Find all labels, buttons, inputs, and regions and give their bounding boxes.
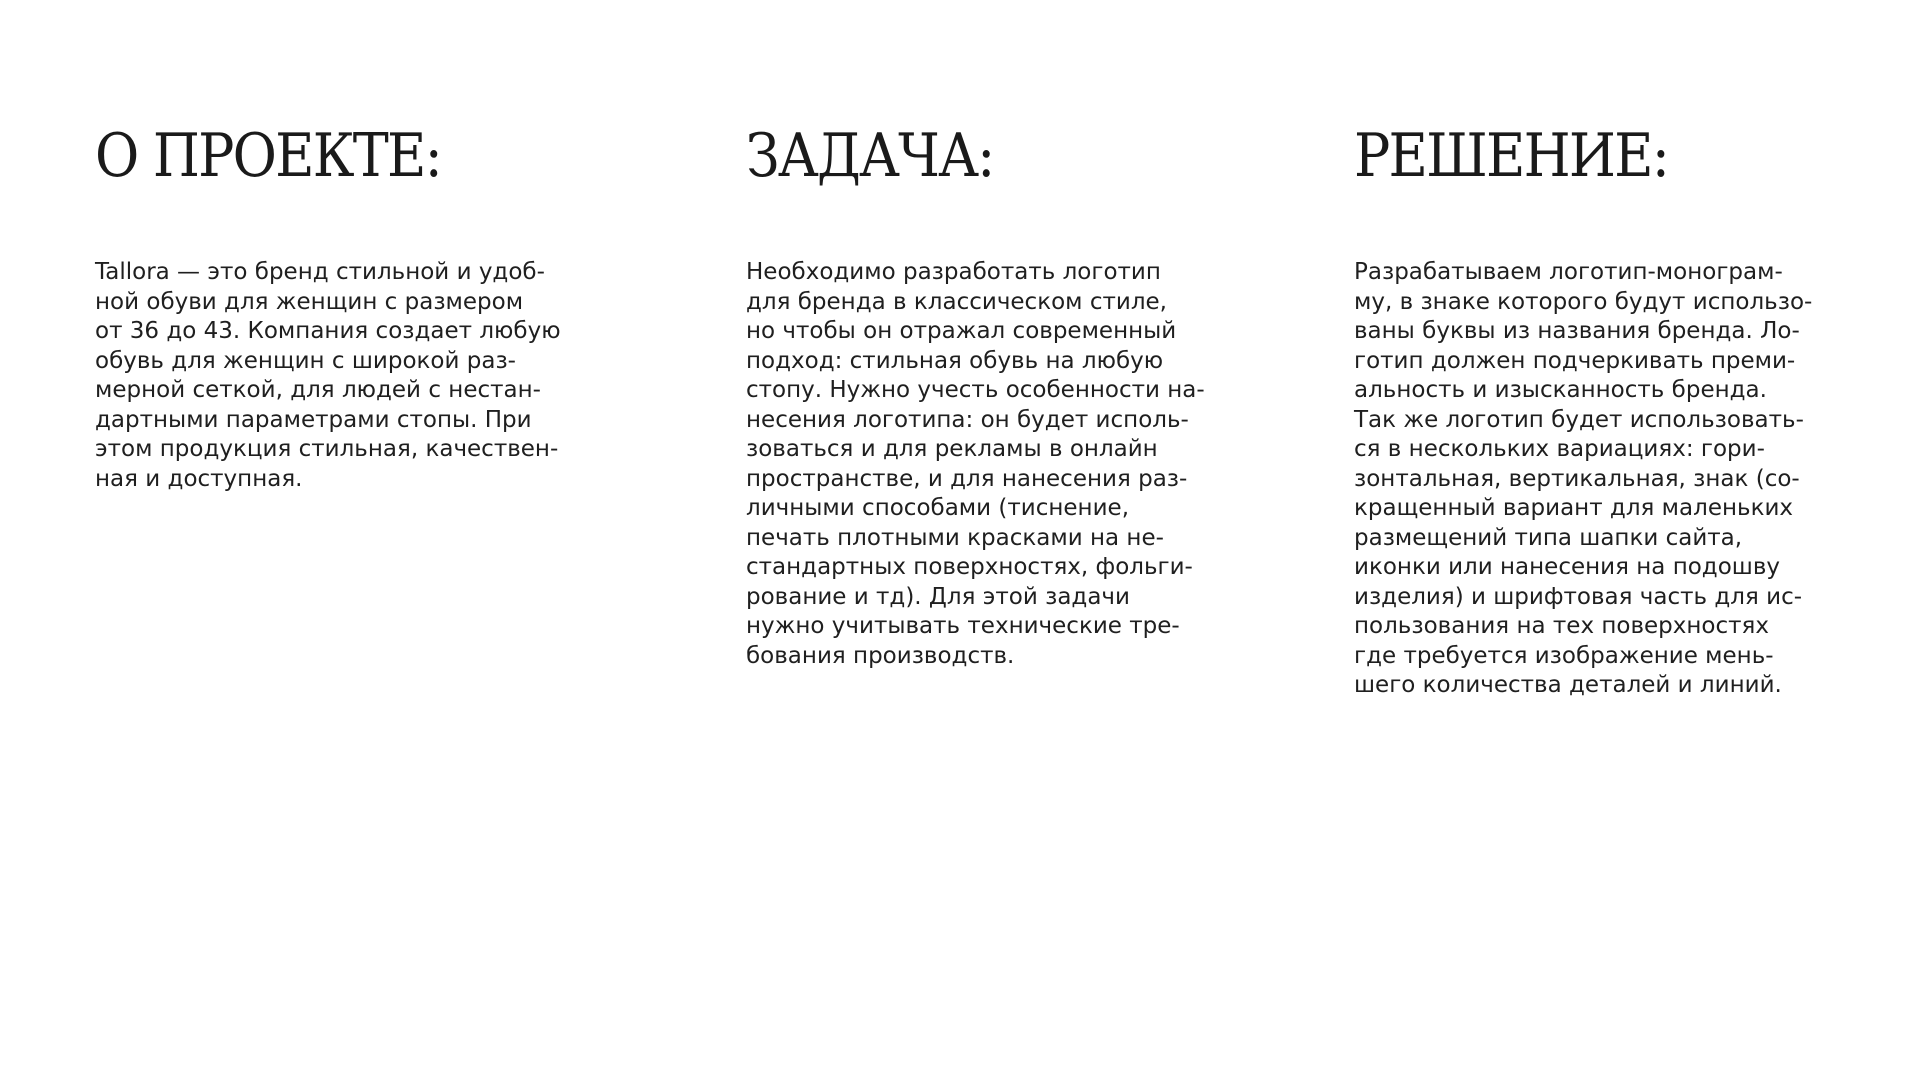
task-line: для бренда в классическом стиле, <box>746 288 1167 315</box>
task-section <box>746 114 1286 671</box>
solution-line: шего количества деталей и линий. <box>1354 672 1782 698</box>
about-line: ная и доступная. <box>95 465 303 492</box>
solution-line: кращенный вариант для маленьких <box>1354 495 1794 521</box>
task-line: зоваться и для рекламы в онлайн <box>746 436 1158 462</box>
task-line: рование и тд). Для этой задачи <box>746 583 1130 610</box>
about-heading: О ПРОЕКТЕ: <box>95 121 441 191</box>
about-line: мерной сеткой, для людей с нестан- <box>95 377 541 403</box>
solution-line: зонтальная, вертикальная, знак (со- <box>1354 465 1800 492</box>
solution-line: ваны буквы из названия бренда. Ло- <box>1354 318 1800 344</box>
about-section <box>95 114 615 494</box>
task-text <box>746 258 1286 671</box>
solution-line: изделия) и шрифтовая часть для ис- <box>1354 583 1803 610</box>
about-line: обувь для женщин с широкой раз- <box>95 347 516 374</box>
solution-line: готип должен подчеркивать преми- <box>1354 347 1796 374</box>
about-line: ной обуви для женщин с размером <box>95 288 524 315</box>
about-line: этом продукция стильная, качествен- <box>95 436 559 462</box>
task-line: стандартных поверхностях, фольги- <box>746 554 1193 580</box>
task-line: печать плотными красками на не- <box>746 524 1164 551</box>
about-line: от 36 до 43. Компания создает любую <box>95 318 561 344</box>
solution-line: пользования на тех поверхностях <box>1354 613 1769 639</box>
solution-line: где требуется изображение мень- <box>1354 642 1774 669</box>
task-line: подход: стильная обувь на любую <box>746 347 1164 374</box>
about-text <box>95 258 615 494</box>
solution-line: размещений типа шапки сайта, <box>1354 524 1743 551</box>
task-line: несения логотипа: он будет исполь- <box>746 406 1189 433</box>
solution-line: иконки или нанесения на подошву <box>1354 554 1780 580</box>
about-line: Tallora — это бренд стильной и удоб- <box>95 259 545 285</box>
task-line: Необходимо разработать логотип <box>746 259 1161 285</box>
task-line: личными способами (тиснение, <box>746 495 1130 521</box>
solution-line: Так же логотип будет использовать- <box>1354 406 1804 433</box>
solution-line: ся в нескольких вариациях: гори- <box>1354 436 1765 462</box>
task-line: пространстве, и для нанесения раз- <box>746 465 1188 492</box>
task-line: бования производств. <box>746 642 1015 669</box>
task-line: стопу. Нужно учесть особенности на- <box>746 377 1205 403</box>
solution-line: му, в знаке которого будут использо- <box>1354 288 1813 315</box>
solution-text <box>1354 258 1874 701</box>
solution-line: Разрабатываем логотип-монограм- <box>1354 259 1783 285</box>
solution-heading: РЕШЕНИЕ: <box>1354 121 1669 191</box>
solution-line: альность и изысканность бренда. <box>1354 377 1767 403</box>
task-line: но чтобы он отражал современный <box>746 318 1177 344</box>
solution-section <box>1354 114 1874 701</box>
task-heading: ЗАДАЧА: <box>746 121 994 191</box>
task-line: нужно учитывать технические тре- <box>746 613 1180 639</box>
about-line: дартными параметрами стопы. При <box>95 406 532 433</box>
